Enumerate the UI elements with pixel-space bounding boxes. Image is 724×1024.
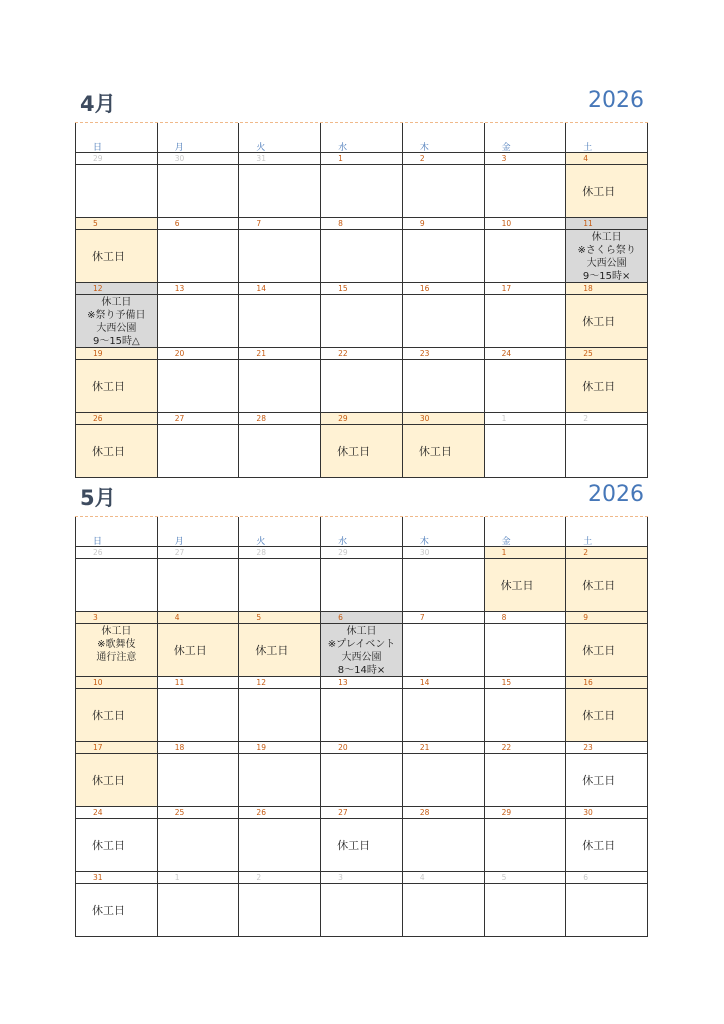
weekday-header	[485, 517, 567, 547]
weekday-label: 日	[93, 537, 103, 547]
day-cell[interactable]	[321, 547, 403, 612]
divider	[321, 688, 402, 689]
divider	[403, 164, 484, 165]
day-number: 2	[583, 548, 589, 557]
day-cell[interactable]	[321, 348, 403, 413]
day-cell[interactable]	[403, 872, 485, 937]
divider	[566, 688, 647, 689]
day-number: 1	[501, 548, 507, 557]
day-number: 8	[338, 219, 343, 228]
divider	[403, 424, 484, 425]
day-cell[interactable]	[239, 872, 321, 937]
day-cell[interactable]	[321, 872, 403, 937]
divider	[566, 424, 647, 425]
day-cell[interactable]	[485, 283, 567, 348]
day-cell[interactable]	[566, 348, 648, 413]
day-cell[interactable]	[158, 218, 240, 283]
divider	[403, 883, 484, 884]
month-title: 5月	[80, 486, 116, 510]
divider	[239, 883, 320, 884]
holiday-label: 休工日	[582, 380, 616, 393]
divider	[239, 818, 320, 819]
divider	[239, 558, 320, 559]
weekday-label: 水	[338, 143, 348, 153]
day-number: 24	[93, 808, 103, 817]
day-cell[interactable]	[239, 283, 321, 348]
day-number: 6	[338, 613, 343, 622]
day-number: 13	[338, 678, 348, 687]
day-cell[interactable]	[158, 348, 240, 413]
day-number: 13	[174, 284, 185, 293]
divider	[76, 229, 157, 230]
divider	[485, 818, 566, 819]
day-number: 29	[93, 154, 103, 163]
day-number: 22	[338, 349, 348, 358]
month-header	[75, 482, 648, 517]
day-cell[interactable]	[239, 153, 321, 218]
day-number: 2	[256, 873, 262, 882]
calendar-grid	[75, 123, 648, 478]
divider	[566, 753, 647, 754]
divider	[321, 883, 402, 884]
holiday-label: 休工日	[173, 644, 207, 657]
divider	[76, 688, 157, 689]
day-cell[interactable]	[403, 413, 485, 478]
weekday-label: 火	[256, 143, 266, 153]
divider	[158, 818, 239, 819]
calendar-grid	[75, 517, 648, 937]
divider	[485, 424, 566, 425]
day-cell[interactable]	[403, 612, 485, 677]
day-number: 19	[256, 743, 266, 752]
divider	[566, 294, 647, 295]
day-number: 28	[256, 414, 266, 423]
divider	[239, 753, 320, 754]
weekday-header	[158, 123, 240, 153]
day-number: 15	[338, 284, 348, 293]
day-number: 12	[256, 678, 266, 687]
day-number: 5	[93, 219, 98, 228]
holiday-label: 休工日	[255, 644, 289, 657]
weekday-header	[403, 123, 485, 153]
day-cell[interactable]	[485, 153, 567, 218]
divider	[158, 359, 239, 360]
divider	[239, 229, 320, 230]
day-cell[interactable]	[158, 547, 240, 612]
divider	[485, 623, 566, 624]
day-number: 3	[501, 154, 507, 163]
holiday-label: 休工日	[92, 709, 125, 722]
divider	[403, 753, 484, 754]
divider	[321, 164, 402, 165]
divider	[158, 164, 239, 165]
day-cell[interactable]	[403, 742, 485, 807]
day-cell[interactable]	[403, 348, 485, 413]
day-cell[interactable]	[76, 742, 158, 807]
day-cell[interactable]	[321, 742, 403, 807]
divider	[239, 164, 320, 165]
divider	[321, 818, 402, 819]
day-number: 6	[174, 219, 180, 228]
holiday-label: 休工日	[92, 380, 125, 393]
day-cell[interactable]	[321, 677, 403, 742]
holiday-label: 休工日	[92, 774, 125, 787]
day-number: 21	[419, 743, 430, 752]
divider	[158, 753, 239, 754]
weekday-label: 木	[419, 143, 429, 153]
day-number: 23	[419, 349, 430, 358]
weekday-label: 木	[419, 537, 429, 547]
divider	[485, 883, 566, 884]
day-number: 20	[338, 743, 348, 752]
day-number: 14	[419, 678, 430, 687]
day-cell[interactable]	[403, 218, 485, 283]
weekday-label: 火	[256, 537, 266, 547]
day-cell[interactable]	[485, 612, 567, 677]
divider	[566, 229, 647, 230]
day-number: 29	[501, 808, 512, 817]
divider	[76, 359, 157, 360]
day-cell[interactable]	[403, 807, 485, 872]
divider	[566, 623, 647, 624]
day-number: 28	[256, 548, 266, 557]
holiday-label: 休工日	[92, 445, 125, 458]
day-number: 7	[419, 613, 425, 622]
day-cell[interactable]	[158, 413, 240, 478]
day-number: 3	[93, 613, 98, 622]
day-number: 10	[93, 678, 103, 687]
day-cell[interactable]	[76, 218, 158, 283]
divider	[158, 229, 239, 230]
day-number: 18	[583, 284, 593, 293]
day-cell[interactable]	[239, 413, 321, 478]
divider	[403, 294, 484, 295]
day-number: 9	[583, 613, 589, 622]
day-number: 16	[583, 678, 593, 687]
year-title: 2026	[588, 88, 644, 113]
divider	[403, 818, 484, 819]
day-number: 27	[338, 808, 348, 817]
day-cell[interactable]	[485, 742, 567, 807]
day-cell[interactable]	[485, 218, 567, 283]
day-number: 6	[583, 873, 589, 882]
day-cell[interactable]	[485, 413, 567, 478]
divider	[158, 883, 239, 884]
divider	[485, 753, 566, 754]
day-number: 30	[419, 548, 430, 557]
day-number: 15	[501, 678, 512, 687]
day-number: 19	[93, 349, 103, 358]
divider	[403, 688, 484, 689]
weekday-header	[403, 517, 485, 547]
holiday-label: 休工日	[582, 579, 616, 592]
year-title: 2026	[588, 482, 644, 507]
day-cell[interactable]	[566, 153, 648, 218]
day-number: 2	[583, 414, 589, 423]
day-cell[interactable]	[566, 872, 648, 937]
weekday-label: 日	[93, 143, 103, 153]
day-number: 24	[501, 349, 512, 358]
day-cell[interactable]	[321, 612, 403, 677]
calendar-may	[75, 482, 648, 937]
holiday-label: 休工日	[500, 579, 534, 592]
day-cell[interactable]	[76, 283, 158, 348]
weekday-header	[566, 123, 648, 153]
divider	[403, 229, 484, 230]
divider	[485, 688, 566, 689]
day-number: 1	[174, 873, 180, 882]
calendar-april	[75, 88, 648, 478]
divider	[239, 688, 320, 689]
day-number: 1	[338, 154, 343, 163]
divider	[76, 294, 157, 295]
divider	[321, 294, 402, 295]
day-number: 17	[501, 284, 512, 293]
divider	[566, 818, 647, 819]
day-number: 4	[583, 154, 589, 163]
day-number: 21	[256, 349, 266, 358]
divider	[76, 558, 157, 559]
day-cell[interactable]	[239, 547, 321, 612]
weekday-header	[239, 517, 321, 547]
holiday-label: 休工日	[418, 445, 452, 458]
day-number: 16	[419, 284, 430, 293]
divider	[76, 818, 157, 819]
divider	[403, 623, 484, 624]
day-number: 30	[419, 414, 430, 423]
day-cell[interactable]	[239, 348, 321, 413]
day-number: 3	[338, 873, 343, 882]
day-number: 4	[174, 613, 180, 622]
holiday-label: 休工日	[337, 445, 371, 458]
day-number: 29	[338, 414, 348, 423]
day-number: 28	[419, 808, 430, 817]
divider	[485, 164, 566, 165]
day-number: 25	[174, 808, 185, 817]
day-cell[interactable]	[76, 413, 158, 478]
divider	[76, 623, 157, 624]
holiday-label: 休工日	[582, 185, 616, 198]
day-number: 30	[583, 808, 593, 817]
day-cell[interactable]	[158, 872, 240, 937]
day-cell[interactable]	[566, 612, 648, 677]
day-cell[interactable]	[485, 872, 567, 937]
weekday-label: 月	[174, 537, 184, 547]
day-number: 26	[93, 548, 103, 557]
day-cell[interactable]	[485, 348, 567, 413]
divider	[321, 753, 402, 754]
day-number: 9	[419, 219, 425, 228]
day-cell[interactable]	[566, 677, 648, 742]
divider	[76, 424, 157, 425]
day-number: 11	[174, 678, 185, 687]
divider	[566, 883, 647, 884]
holiday-label: 休工日	[92, 839, 125, 852]
day-number: 26	[256, 808, 266, 817]
day-number: 18	[174, 743, 185, 752]
divider	[158, 558, 239, 559]
weekday-label: 金	[501, 537, 511, 547]
day-cell[interactable]	[239, 677, 321, 742]
day-cell[interactable]	[321, 218, 403, 283]
day-cell[interactable]	[239, 742, 321, 807]
day-cell[interactable]	[566, 283, 648, 348]
day-number: 1	[501, 414, 507, 423]
divider	[566, 558, 647, 559]
divider	[485, 558, 566, 559]
day-number: 25	[583, 349, 593, 358]
day-number: 8	[501, 613, 507, 622]
divider	[321, 558, 402, 559]
divider	[485, 294, 566, 295]
weekday-label: 金	[501, 143, 511, 153]
day-number: 31	[93, 873, 103, 882]
day-number: 14	[256, 284, 266, 293]
day-number: 12	[93, 284, 103, 293]
divider	[239, 424, 320, 425]
day-number: 30	[174, 154, 185, 163]
day-cell[interactable]	[321, 807, 403, 872]
divider	[158, 294, 239, 295]
day-number: 10	[501, 219, 512, 228]
day-cell[interactable]	[76, 612, 158, 677]
day-cell[interactable]	[566, 547, 648, 612]
weekday-label: 土	[583, 537, 593, 547]
day-cell[interactable]	[321, 283, 403, 348]
day-cell[interactable]	[239, 218, 321, 283]
holiday-label: 休工日	[582, 839, 616, 852]
divider	[566, 359, 647, 360]
day-cell[interactable]	[76, 872, 158, 937]
day-note: 休工日 ※歌舞伎 通行注意	[96, 626, 137, 663]
day-cell[interactable]	[403, 283, 485, 348]
day-note: 休工日 ※さくら祭り 大西公園 9～15時×	[577, 232, 636, 282]
day-number: 11	[583, 219, 593, 228]
day-number: 31	[256, 154, 266, 163]
weekday-label: 月	[174, 143, 184, 153]
divider	[403, 558, 484, 559]
day-cell[interactable]	[76, 807, 158, 872]
weekday-header	[158, 517, 240, 547]
day-cell[interactable]	[485, 807, 567, 872]
divider	[239, 623, 320, 624]
day-cell[interactable]	[158, 612, 240, 677]
day-cell[interactable]	[76, 547, 158, 612]
divider	[158, 623, 239, 624]
day-cell[interactable]	[76, 153, 158, 218]
day-cell[interactable]	[239, 807, 321, 872]
month-header	[75, 88, 648, 123]
weekday-label: 土	[583, 143, 593, 153]
day-number: 5	[256, 613, 262, 622]
divider	[566, 164, 647, 165]
day-cell[interactable]	[403, 153, 485, 218]
holiday-label: 休工日	[337, 839, 371, 852]
day-number: 7	[256, 219, 262, 228]
day-cell[interactable]	[158, 742, 240, 807]
divider	[321, 623, 402, 624]
divider	[485, 229, 566, 230]
holiday-label: 休工日	[582, 315, 616, 328]
divider	[76, 883, 157, 884]
weekday-header	[566, 517, 648, 547]
divider	[239, 294, 320, 295]
weekday-header	[76, 517, 158, 547]
weekday-header	[321, 517, 403, 547]
weekday-header	[239, 123, 321, 153]
divider	[239, 359, 320, 360]
divider	[76, 753, 157, 754]
holiday-label: 休工日	[582, 774, 616, 787]
day-number: 4	[419, 873, 425, 882]
day-cell[interactable]	[239, 612, 321, 677]
divider	[321, 359, 402, 360]
day-cell[interactable]	[566, 807, 648, 872]
divider	[158, 688, 239, 689]
day-number: 27	[174, 548, 185, 557]
day-number: 5	[501, 873, 507, 882]
day-cell[interactable]	[76, 677, 158, 742]
divider	[76, 164, 157, 165]
day-number: 23	[583, 743, 593, 752]
day-cell[interactable]	[158, 677, 240, 742]
day-cell[interactable]	[158, 807, 240, 872]
holiday-label: 休工日	[582, 709, 616, 722]
day-cell[interactable]	[566, 742, 648, 807]
divider	[485, 359, 566, 360]
day-number: 22	[501, 743, 512, 752]
holiday-label: 休工日	[92, 250, 125, 263]
divider	[403, 359, 484, 360]
day-cell[interactable]	[158, 283, 240, 348]
day-note: 休工日 ※プレイベント 大西公園 8～14時×	[327, 626, 396, 676]
day-cell[interactable]	[566, 413, 648, 478]
day-note: 休工日 ※祭り予備日 大西公園 9～15時△	[87, 297, 146, 347]
divider	[321, 424, 402, 425]
day-cell[interactable]	[566, 218, 648, 283]
day-number: 2	[419, 154, 425, 163]
day-cell[interactable]	[76, 348, 158, 413]
holiday-label: 休工日	[582, 644, 616, 657]
month-title: 4月	[80, 92, 116, 116]
weekday-label: 水	[338, 537, 348, 547]
day-number: 20	[174, 349, 185, 358]
day-number: 27	[174, 414, 185, 423]
day-cell[interactable]	[485, 547, 567, 612]
day-cell[interactable]	[321, 413, 403, 478]
day-number: 29	[338, 548, 348, 557]
day-cell[interactable]	[321, 153, 403, 218]
day-cell[interactable]	[403, 547, 485, 612]
divider	[321, 229, 402, 230]
day-number: 17	[93, 743, 103, 752]
holiday-label: 休工日	[92, 904, 125, 917]
weekday-header	[76, 123, 158, 153]
weekday-header	[485, 123, 567, 153]
day-cell[interactable]	[485, 677, 567, 742]
weekday-header	[321, 123, 403, 153]
day-cell[interactable]	[403, 677, 485, 742]
day-number: 26	[93, 414, 103, 423]
divider	[158, 424, 239, 425]
day-cell[interactable]	[158, 153, 240, 218]
